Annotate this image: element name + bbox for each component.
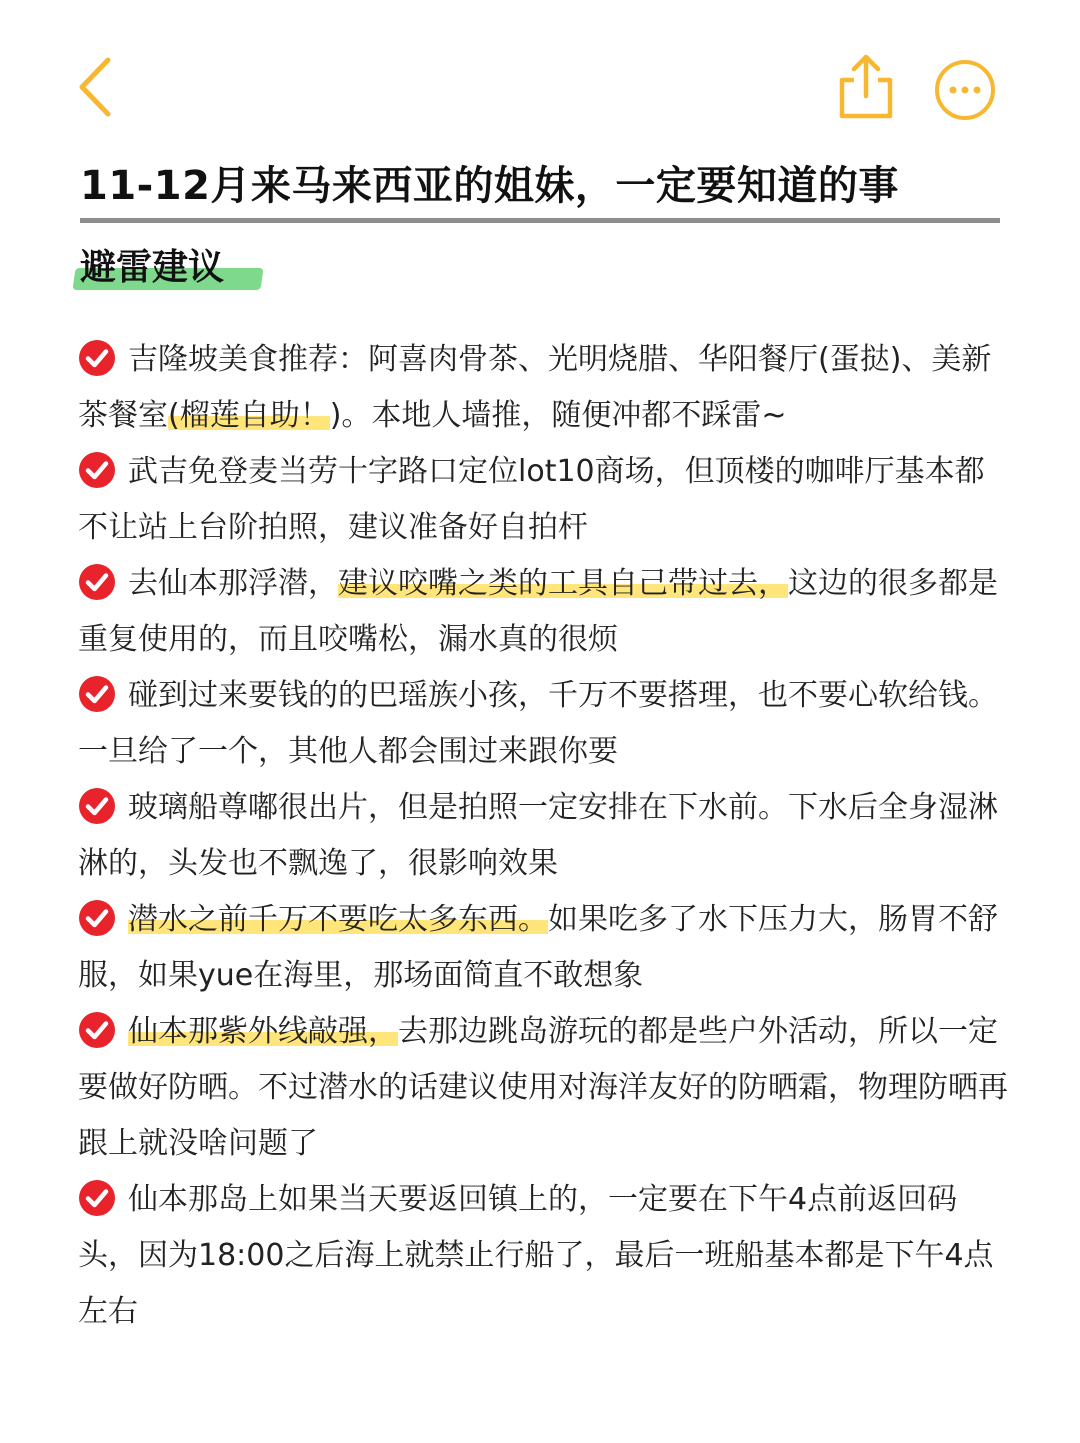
section-label — [80, 240, 224, 296]
tip-item — [78, 556, 1008, 668]
tip-after-text: )。本地人墙推，随便冲都不踩雷~ — [329, 398, 787, 433]
section-label-text: 避雷建议 — [80, 247, 225, 288]
tip-highlight-text: 建议咬嘴之类的工具自己带过去， — [338, 566, 788, 601]
tip-before-text: 玻璃船尊嘟很出片，但是拍照一定安排在下水前。下水后全身湿淋淋的，头发也不飘逸了，很影响效果 — [78, 790, 998, 881]
tip-highlight-text: 仙本那紫外线敲强， — [128, 1014, 398, 1049]
post-title: 11-12月来马来西亚的姐妹，一定要知道的事 — [80, 163, 899, 209]
tip-before-text: 武吉免登麦当劳十字路口定位lot10商场，但顶楼的咖啡厅基本都不让站上台阶拍照，建议准备好自拍杆 — [78, 454, 985, 545]
tip-item — [78, 780, 1008, 892]
title-divider — [80, 218, 1000, 223]
check-circle-icon — [78, 787, 116, 825]
check-circle-icon — [78, 563, 116, 601]
tip-highlight-text: (榴莲自助！ — [168, 398, 330, 433]
check-circle-icon — [78, 675, 116, 713]
check-circle-icon — [78, 339, 116, 377]
more-icon — [934, 59, 996, 121]
check-circle-icon — [78, 899, 116, 937]
back-button[interactable] — [70, 54, 126, 120]
tip-item — [78, 1172, 1008, 1340]
share-icon — [836, 52, 896, 122]
more-button[interactable] — [934, 59, 996, 121]
tip-before-text: 碰到过来要钱的的巴瑶族小孩，千万不要搭理，也不要心软给钱。一旦给了一个，其他人都会围过来跟你要 — [78, 678, 998, 769]
tips-list — [78, 332, 1008, 1340]
tip-after-text: 这边的很多都是重复使用的，而且咬嘴松，漏水真的很烦 — [78, 566, 998, 657]
tip-item — [78, 444, 1008, 556]
share-button[interactable] — [836, 52, 896, 122]
tip-after-text: 去那边跳岛游玩的都是些户外活动，所以一定要做好防晒。不过潜水的话建议使用对海洋友好的防晒霜，物理防晒再跟上就没啥问题了 — [78, 1014, 1008, 1161]
tip-before-text: 吉隆坡美食推荐：阿喜肉骨茶、光明烧腊、华阳餐厅(蛋挞)、美新茶餐室 — [78, 342, 992, 433]
tip-highlight-text: 潜水之前千万不要吃太多东西。 — [128, 902, 548, 937]
check-circle-icon — [78, 1179, 116, 1217]
tip-item — [78, 892, 1008, 1004]
tip-after-text: 如果吃多了水下压力大，肠胃不舒服，如果yue在海里，那场面简直不敢想象 — [78, 902, 998, 993]
top-bar — [0, 0, 1080, 140]
tip-item — [78, 1004, 1008, 1172]
chevron-left-icon — [70, 54, 126, 120]
tip-before-text: 去仙本那浮潜， — [128, 566, 338, 601]
tip-before-text: 仙本那岛上如果当天要返回镇上的，一定要在下午4点前返回码头，因为18:00之后海上就禁止行船了，最后一班船基本都是下午4点左右 — [78, 1182, 994, 1329]
tip-item — [78, 668, 1008, 780]
check-circle-icon — [78, 451, 116, 489]
check-circle-icon — [78, 1011, 116, 1049]
tip-item — [78, 332, 1008, 444]
